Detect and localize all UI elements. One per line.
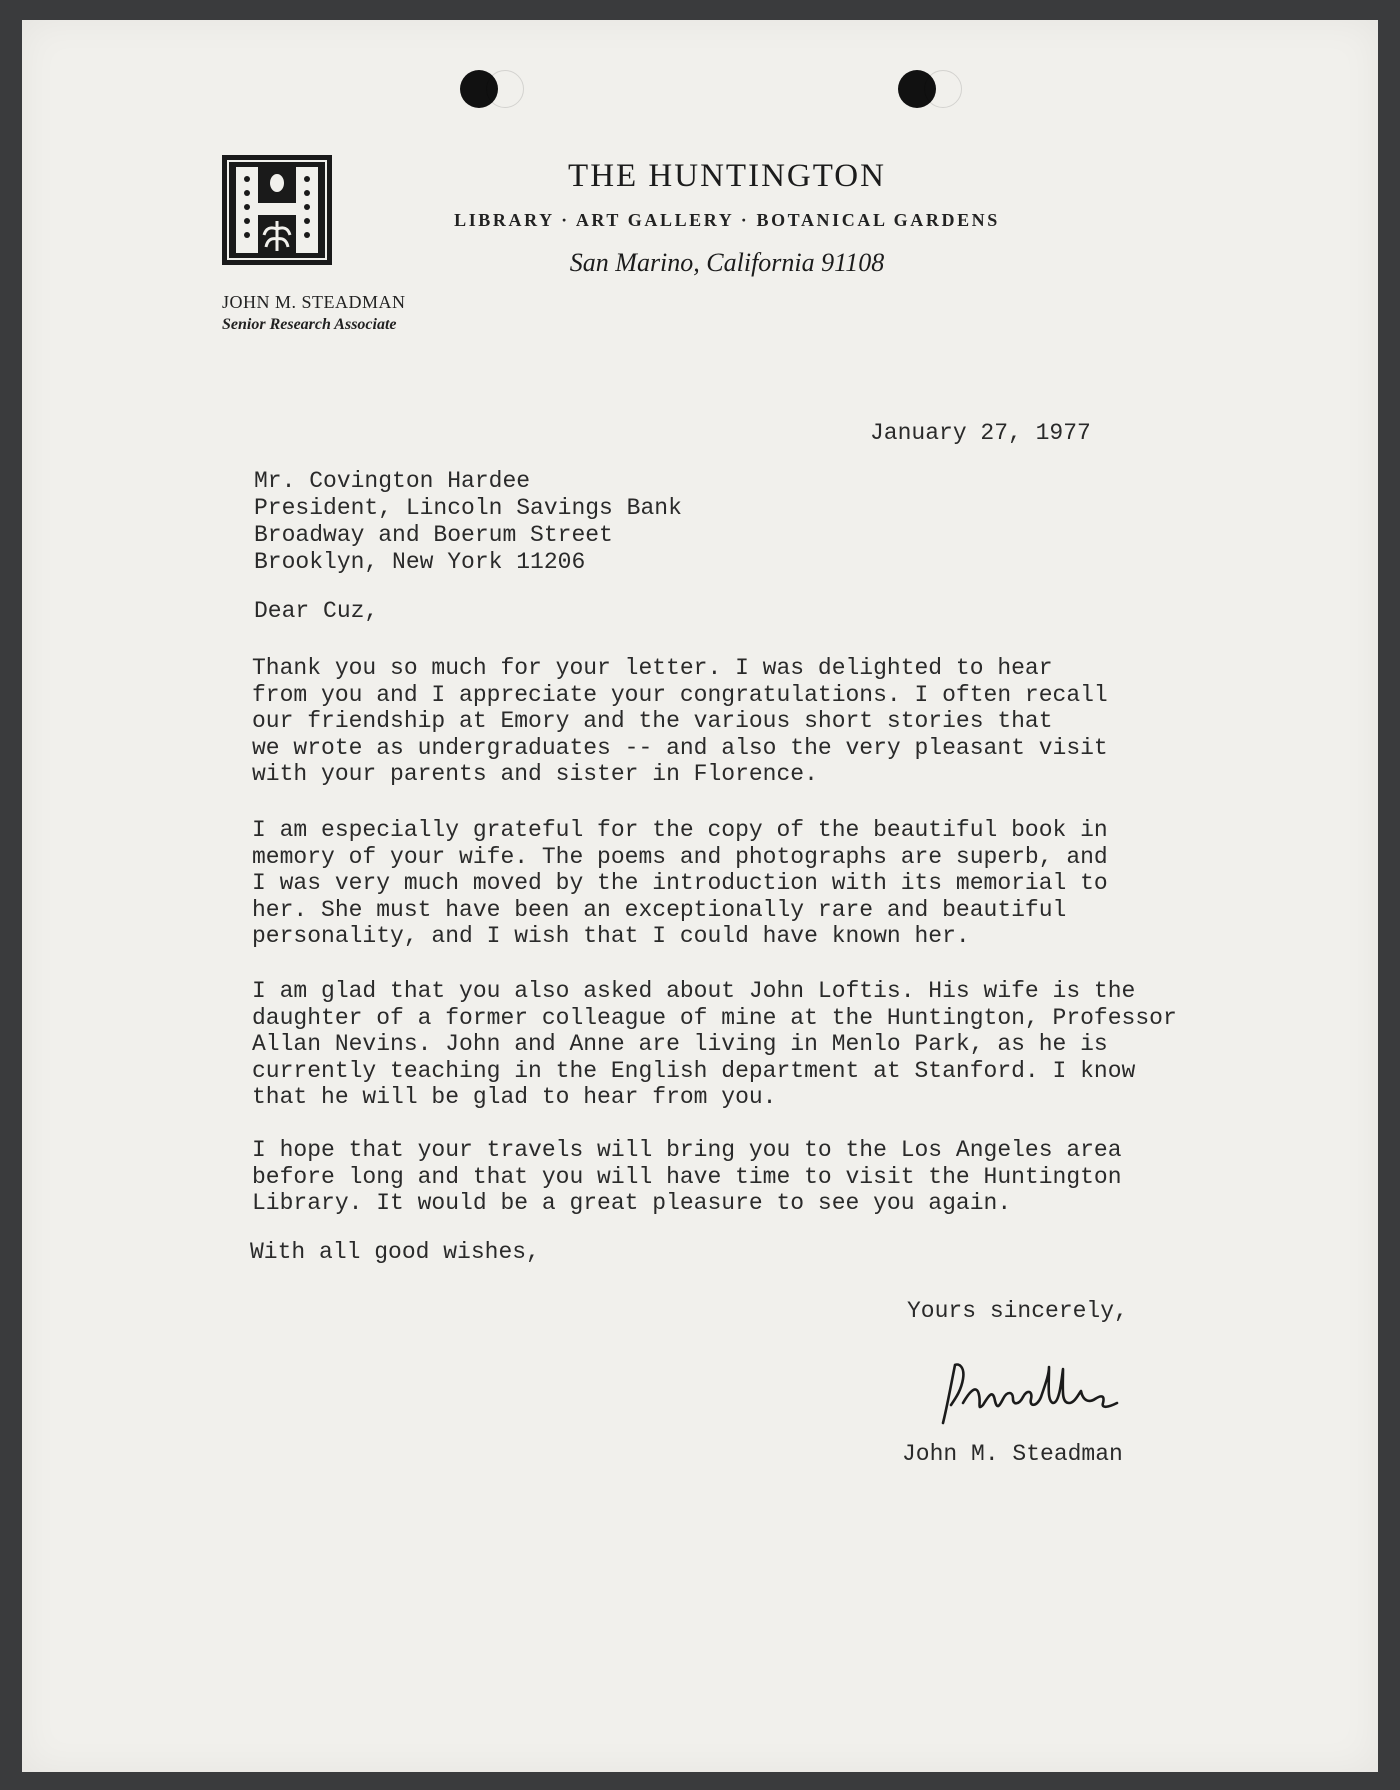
letterhead-city: San Marino, California 91108	[569, 248, 885, 277]
paragraph-line: currently teaching in the English department at Stanford. I know	[252, 1057, 1136, 1084]
huntington-h-logo-icon	[222, 155, 332, 265]
paragraph-line: with your parents and sister in Florence.	[252, 761, 818, 787]
punch-hole-right	[898, 70, 936, 108]
paragraph-line: from you and I appreciate your congratulations. I often recall	[252, 681, 1108, 708]
paragraph-line: her. She must have been an exceptionally rare and beautiful	[252, 896, 1067, 923]
paragraph-line: I am glad that you also asked about John Loftis. His wife is the	[252, 978, 1136, 1004]
sender-name: JOHN M. STEADMAN	[222, 292, 406, 312]
letter-page	[22, 20, 1378, 1772]
paragraph-line: before long and that you will have time to visit the Huntington	[252, 1163, 1122, 1190]
paragraph-line: daughter of a former colleague of mine at the Huntington, Professor	[252, 1004, 1177, 1031]
paragraph-line: Thank you so much for your letter. I was delighted to hear	[252, 655, 1053, 681]
paragraph-line: we wrote as undergraduates -- and also the very pleasant visit	[252, 734, 1108, 761]
complimentary-close: Yours sincerely,	[907, 1298, 1128, 1324]
paragraph-line: I am especially grateful for the copy of the beautiful book in	[252, 817, 1108, 843]
typed-signature-name: John M. Steadman	[902, 1441, 1123, 1467]
paragraph-line: that he will be glad to hear from you.	[252, 1084, 777, 1110]
paragraph-line: personality, and I wish that I could have known her.	[252, 923, 970, 949]
paragraph-line: memory of your wife. The poems and photographs are superb, and	[252, 843, 1108, 870]
paragraph-line: I was very much moved by the introduction with its memorial to	[252, 870, 1108, 896]
punch-hole-left	[460, 70, 498, 108]
closing-wish: With all good wishes,	[250, 1239, 540, 1265]
paragraph-line: our friendship at Emory and the various short stories that	[252, 708, 1053, 734]
letterhead-subtitle: LIBRARY · ART GALLERY · BOTANICAL GARDENS	[454, 210, 1000, 230]
handwritten-signature	[937, 1345, 1147, 1435]
paragraph-line: Library. It would be a great pleasure to see you again.	[252, 1190, 1012, 1216]
address-line: President, Lincoln Savings Bank	[254, 495, 682, 521]
letterhead-title: THE HUNTINGTON	[568, 158, 886, 194]
paragraph-2	[252, 817, 1108, 950]
paragraph-line: Allan Nevins. John and Anne are living in Menlo Park, as he is	[252, 1031, 1108, 1057]
paragraph-line: I hope that your travels will bring you to the Los Angeles area	[252, 1137, 1122, 1163]
address-line: Broadway and Boerum Street	[254, 522, 613, 548]
address-line: Mr. Covington Hardee	[254, 468, 531, 494]
paragraph-4	[252, 1137, 1122, 1217]
address-line: Brooklyn, New York 11206	[254, 549, 586, 575]
paragraph-3	[252, 978, 1177, 1111]
recipient-address	[254, 468, 682, 576]
salutation: Dear Cuz,	[254, 598, 379, 624]
sender-title: Senior Research Associate	[222, 316, 397, 333]
letter-date: January 27, 1977	[870, 420, 1091, 446]
paragraph-1	[252, 655, 1108, 788]
